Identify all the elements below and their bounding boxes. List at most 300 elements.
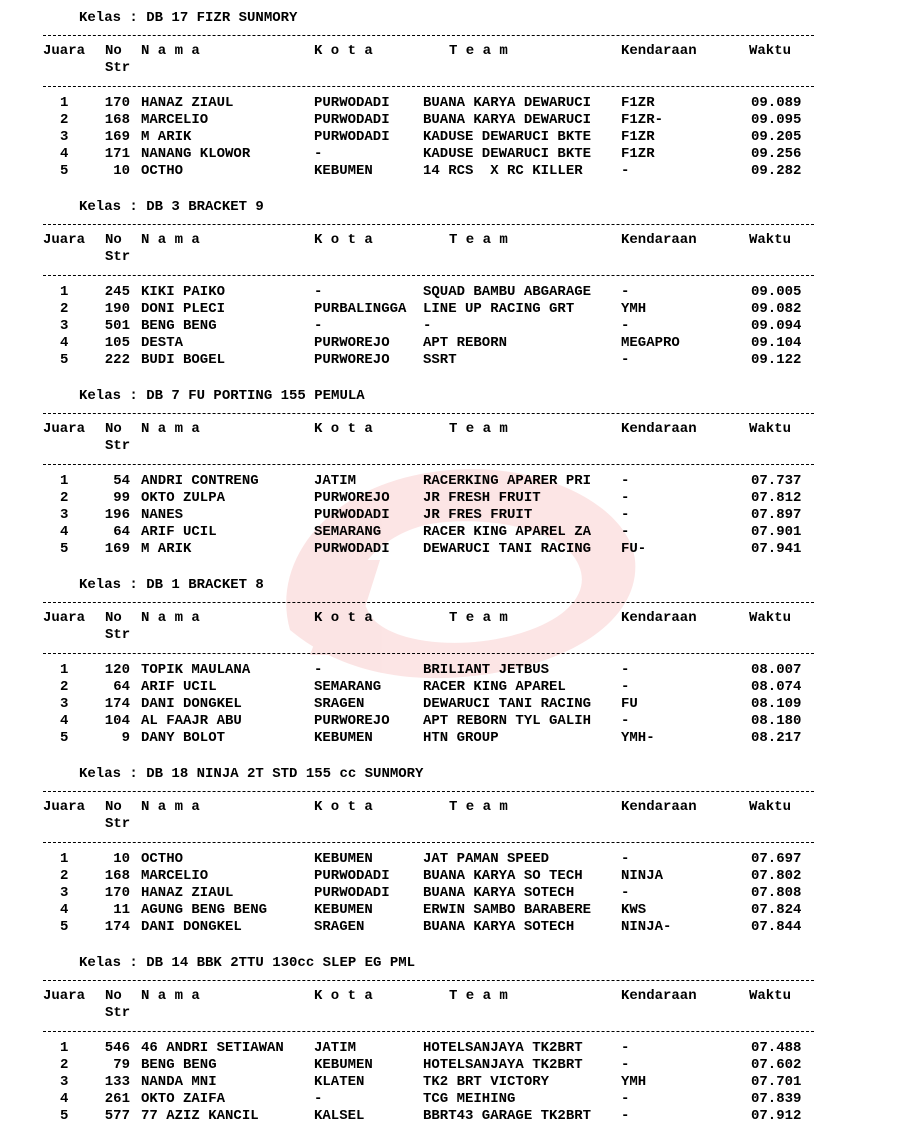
cell-nama: BENG BENG [141, 318, 217, 334]
cell-waktu: 07.737 [751, 473, 802, 489]
cell-kota: - [314, 1091, 323, 1107]
cell-waktu: 07.941 [751, 541, 802, 557]
cell-no: 120 [104, 662, 130, 678]
cell-kota: SEMARANG [314, 524, 382, 540]
cell-juara: 4 [60, 1091, 69, 1107]
cell-kendaraan: F1ZR [621, 129, 655, 145]
cell-kendaraan: YMH [621, 1074, 647, 1090]
cell-kota: PURWOREJO [314, 713, 390, 729]
cell-juara: 1 [60, 1040, 69, 1056]
cell-team: HTN GROUP [423, 730, 499, 746]
header-kota: K o t a [314, 799, 373, 815]
cell-waktu: 09.205 [751, 129, 802, 145]
header-kota: K o t a [314, 988, 373, 1004]
cell-kota: - [314, 662, 323, 678]
cell-no: 168 [104, 112, 130, 128]
dashed-divider [43, 791, 814, 792]
cell-waktu: 07.839 [751, 1091, 802, 1107]
cell-kendaraan: FU- [621, 541, 647, 557]
table-row [0, 129, 900, 146]
cell-kota: KEBUMEN [314, 163, 373, 179]
cell-nama: MARCELIO [141, 112, 209, 128]
table-row [0, 301, 900, 318]
cell-team: RACERKING APARER PRI [423, 473, 592, 489]
header-no: No [105, 610, 122, 626]
cell-nama: TOPIK MAULANA [141, 662, 251, 678]
header-juara: Juara [43, 610, 86, 626]
cell-waktu: 07.824 [751, 902, 802, 918]
class-title: Kelas : DB 1 BRACKET 8 [79, 577, 264, 593]
cell-waktu: 09.104 [751, 335, 802, 351]
cell-waktu: 08.180 [751, 713, 802, 729]
cell-nama: NANDA MNI [141, 1074, 217, 1090]
cell-team: BUANA KARYA SO TECH [423, 868, 583, 884]
cell-kota: SEMARANG [314, 679, 382, 695]
cell-juara: 3 [60, 318, 69, 334]
table-row [0, 112, 900, 129]
table-row [0, 919, 900, 936]
table-row [0, 352, 900, 369]
cell-nama: DANI DONGKEL [141, 696, 242, 712]
header-team: T e a m [449, 421, 508, 437]
cell-kendaraan: YMH- [621, 730, 655, 746]
table-row [0, 284, 900, 301]
cell-team: KADUSE DEWARUCI BKTE [423, 129, 592, 145]
cell-juara: 4 [60, 335, 69, 351]
cell-no: 10 [113, 163, 130, 179]
class-section [0, 945, 900, 1134]
cell-nama: ARIF UCIL [141, 524, 217, 540]
dashed-divider [43, 1031, 814, 1032]
class-section [0, 567, 900, 756]
cell-juara: 5 [60, 730, 69, 746]
cell-nama: KIKI PAIKO [141, 284, 226, 300]
table-row [0, 507, 900, 524]
table-row [0, 490, 900, 507]
cell-kendaraan: F1ZR- [621, 112, 664, 128]
cell-team: RACER KING APAREL [423, 679, 566, 695]
cell-team: BUANA KARYA DEWARUCI [423, 95, 592, 111]
cell-kendaraan: NINJA- [621, 919, 672, 935]
cell-nama: OKTO ZAIFA [141, 1091, 226, 1107]
cell-no: 105 [104, 335, 130, 351]
cell-no: 196 [104, 507, 130, 523]
header-kendaraan: Kendaraan [621, 799, 697, 815]
dashed-divider [43, 224, 814, 225]
cell-nama: BENG BENG [141, 1057, 217, 1073]
header-kota: K o t a [314, 421, 373, 437]
cell-nama: DANI DONGKEL [141, 919, 242, 935]
header-str: Str [105, 816, 131, 832]
cell-waktu: 09.282 [751, 163, 802, 179]
class-title: Kelas : DB 18 NINJA 2T STD 155 cc SUNMORY [79, 766, 424, 782]
table-row [0, 95, 900, 112]
header-waktu: Waktu [749, 43, 792, 59]
cell-juara: 5 [60, 1108, 69, 1124]
header-waktu: Waktu [749, 799, 792, 815]
cell-kendaraan: F1ZR [621, 146, 655, 162]
table-row [0, 524, 900, 541]
cell-no: 169 [104, 129, 130, 145]
cell-nama: HANAZ ZIAUL [141, 95, 234, 111]
header-kendaraan: Kendaraan [621, 421, 697, 437]
header-kendaraan: Kendaraan [621, 988, 697, 1004]
cell-juara: 2 [60, 679, 69, 695]
dashed-divider [43, 413, 814, 414]
header-no: No [105, 232, 122, 248]
header-no: No [105, 43, 122, 59]
cell-team: BUANA KARYA DEWARUCI [423, 112, 592, 128]
cell-team: APT REBORN TYL GALIH [423, 713, 592, 729]
cell-no: 11 [113, 902, 130, 918]
header-nama: N a m a [141, 610, 200, 626]
table-row [0, 713, 900, 730]
cell-juara: 5 [60, 163, 69, 179]
cell-no: 64 [113, 679, 130, 695]
header-str: Str [105, 627, 131, 643]
cell-nama: ARIF UCIL [141, 679, 217, 695]
cell-kota: KEBUMEN [314, 851, 373, 867]
cell-kendaraan: - [621, 318, 630, 334]
header-team: T e a m [449, 232, 508, 248]
cell-team: RACER KING APAREL ZA [423, 524, 592, 540]
cell-juara: 3 [60, 885, 69, 901]
cell-waktu: 07.488 [751, 1040, 802, 1056]
cell-kendaraan: - [621, 490, 630, 506]
class-title: Kelas : DB 14 BBK 2TTU 130cc SLEP EG PML [79, 955, 416, 971]
cell-juara: 1 [60, 284, 69, 300]
cell-kendaraan: FU [621, 696, 638, 712]
cell-nama: M ARIK [141, 129, 192, 145]
class-section [0, 378, 900, 567]
cell-no: 54 [113, 473, 130, 489]
cell-juara: 1 [60, 473, 69, 489]
cell-team: BUANA KARYA SOTECH [423, 919, 575, 935]
cell-kendaraan: - [621, 352, 630, 368]
cell-team: JR FRES FRUIT [423, 507, 533, 523]
table-row [0, 679, 900, 696]
cell-kota: JATIM [314, 473, 357, 489]
cell-kendaraan: - [621, 885, 630, 901]
cell-juara: 2 [60, 112, 69, 128]
cell-waktu: 09.089 [751, 95, 802, 111]
cell-no: 170 [104, 95, 130, 111]
cell-team: DEWARUCI TANI RACING [423, 541, 592, 557]
cell-kota: - [314, 318, 323, 334]
cell-kendaraan: MEGAPRO [621, 335, 680, 351]
cell-juara: 4 [60, 146, 69, 162]
cell-kota: PURWODADI [314, 95, 390, 111]
cell-team: BRILIANT JETBUS [423, 662, 550, 678]
cell-juara: 4 [60, 902, 69, 918]
cell-juara: 1 [60, 95, 69, 111]
table-row [0, 1040, 900, 1057]
cell-waktu: 09.005 [751, 284, 802, 300]
cell-waktu: 07.802 [751, 868, 802, 884]
table-row [0, 318, 900, 335]
class-section [0, 189, 900, 378]
cell-no: 10 [113, 851, 130, 867]
cell-team: BUANA KARYA SOTECH [423, 885, 575, 901]
dashed-divider [43, 980, 814, 981]
cell-waktu: 08.109 [751, 696, 802, 712]
cell-no: 577 [104, 1108, 130, 1124]
cell-team: LINE UP RACING GRT [423, 301, 575, 317]
cell-no: 174 [104, 696, 130, 712]
cell-juara: 4 [60, 713, 69, 729]
cell-team: JR FRESH FRUIT [423, 490, 541, 506]
cell-juara: 2 [60, 1057, 69, 1073]
table-row [0, 146, 900, 163]
cell-waktu: 09.082 [751, 301, 802, 317]
cell-kendaraan: - [621, 851, 630, 867]
cell-juara: 3 [60, 507, 69, 523]
header-no: No [105, 799, 122, 815]
table-row [0, 335, 900, 352]
cell-juara: 5 [60, 919, 69, 935]
cell-team: - [423, 318, 432, 334]
cell-kendaraan: - [621, 713, 630, 729]
cell-kendaraan: F1ZR [621, 95, 655, 111]
header-nama: N a m a [141, 232, 200, 248]
cell-nama: HANAZ ZIAUL [141, 885, 234, 901]
header-kendaraan: Kendaraan [621, 232, 697, 248]
table-row [0, 696, 900, 713]
cell-team: TK2 BRT VICTORY [423, 1074, 550, 1090]
cell-kota: KEBUMEN [314, 730, 373, 746]
cell-waktu: 07.897 [751, 507, 802, 523]
cell-kota: KEBUMEN [314, 1057, 373, 1073]
dashed-divider [43, 842, 814, 843]
cell-waktu: 07.697 [751, 851, 802, 867]
cell-team: HOTELSANJAYA TK2BRT [423, 1057, 583, 1073]
cell-juara: 5 [60, 541, 69, 557]
cell-nama: NANANG KLOWOR [141, 146, 251, 162]
cell-waktu: 08.217 [751, 730, 802, 746]
cell-waktu: 09.095 [751, 112, 802, 128]
header-juara: Juara [43, 799, 86, 815]
cell-kota: SRAGEN [314, 919, 365, 935]
table-row [0, 1091, 900, 1108]
cell-team: TCG MEIHING [423, 1091, 516, 1107]
header-team: T e a m [449, 988, 508, 1004]
cell-kota: PURWODADI [314, 112, 390, 128]
cell-kota: PURWODADI [314, 885, 390, 901]
class-title: Kelas : DB 17 FIZR SUNMORY [79, 10, 298, 26]
header-juara: Juara [43, 232, 86, 248]
header-kota: K o t a [314, 43, 373, 59]
cell-no: 174 [104, 919, 130, 935]
cell-kota: PURWODADI [314, 507, 390, 523]
cell-no: 501 [104, 318, 130, 334]
cell-kendaraan: - [621, 284, 630, 300]
header-str: Str [105, 249, 131, 265]
cell-no: 99 [113, 490, 130, 506]
cell-waktu: 09.094 [751, 318, 802, 334]
cell-kota: PURBALINGGA [314, 301, 407, 317]
header-no: No [105, 988, 122, 1004]
table-row [0, 1108, 900, 1125]
header-team: T e a m [449, 43, 508, 59]
cell-team: BBRT43 GARAGE TK2BRT [423, 1108, 592, 1124]
cell-juara: 3 [60, 696, 69, 712]
cell-juara: 3 [60, 129, 69, 145]
cell-team: KADUSE DEWARUCI BKTE [423, 146, 592, 162]
cell-juara: 4 [60, 524, 69, 540]
cell-kendaraan: - [621, 473, 630, 489]
cell-no: 169 [104, 541, 130, 557]
header-no: No [105, 421, 122, 437]
cell-nama: AL FAAJR ABU [141, 713, 242, 729]
cell-kendaraan: - [621, 1040, 630, 1056]
cell-no: 64 [113, 524, 130, 540]
cell-juara: 3 [60, 1074, 69, 1090]
cell-juara: 2 [60, 301, 69, 317]
header-nama: N a m a [141, 988, 200, 1004]
cell-juara: 1 [60, 662, 69, 678]
cell-waktu: 07.701 [751, 1074, 802, 1090]
cell-team: SQUAD BAMBU ABGARAGE [423, 284, 592, 300]
cell-nama: NANES [141, 507, 184, 523]
table-row [0, 163, 900, 180]
cell-kendaraan: - [621, 662, 630, 678]
cell-kota: SRAGEN [314, 696, 365, 712]
table-row [0, 851, 900, 868]
class-section [0, 756, 900, 945]
cell-nama: BUDI BOGEL [141, 352, 226, 368]
cell-team: 14 RCS X RC KILLER [423, 163, 583, 179]
cell-kota: - [314, 146, 323, 162]
cell-no: 133 [104, 1074, 130, 1090]
dashed-divider [43, 275, 814, 276]
cell-team: SSRT [423, 352, 457, 368]
table-row [0, 868, 900, 885]
class-title: Kelas : DB 3 BRACKET 9 [79, 199, 264, 215]
cell-kota: KLATEN [314, 1074, 365, 1090]
table-row [0, 541, 900, 558]
header-str: Str [105, 60, 131, 76]
cell-nama: AGUNG BENG BENG [141, 902, 268, 918]
cell-nama: 77 AZIZ KANCIL [141, 1108, 259, 1124]
cell-waktu: 08.007 [751, 662, 802, 678]
cell-kota: PURWODADI [314, 129, 390, 145]
cell-team: DEWARUCI TANI RACING [423, 696, 592, 712]
cell-nama: DANY BOLOT [141, 730, 226, 746]
header-kendaraan: Kendaraan [621, 610, 697, 626]
cell-no: 546 [104, 1040, 130, 1056]
cell-no: 222 [104, 352, 130, 368]
cell-kota: KEBUMEN [314, 902, 373, 918]
cell-kendaraan: KWS [621, 902, 647, 918]
table-row [0, 1074, 900, 1091]
header-juara: Juara [43, 421, 86, 437]
cell-kota: PURWOREJO [314, 490, 390, 506]
cell-team: APT REBORN [423, 335, 508, 351]
cell-nama: M ARIK [141, 541, 192, 557]
cell-nama: DONI PLECI [141, 301, 226, 317]
dashed-divider [43, 35, 814, 36]
table-row [0, 885, 900, 902]
cell-juara: 1 [60, 851, 69, 867]
cell-kendaraan: - [621, 1108, 630, 1124]
cell-waktu: 07.808 [751, 885, 802, 901]
cell-kota: JATIM [314, 1040, 357, 1056]
cell-kendaraan: - [621, 524, 630, 540]
header-kota: K o t a [314, 232, 373, 248]
header-team: T e a m [449, 799, 508, 815]
cell-no: 245 [104, 284, 130, 300]
header-nama: N a m a [141, 43, 200, 59]
cell-waktu: 07.912 [751, 1108, 802, 1124]
cell-no: 261 [104, 1091, 130, 1107]
cell-kendaraan: - [621, 679, 630, 695]
cell-kendaraan: - [621, 1091, 630, 1107]
cell-waktu: 09.256 [751, 146, 802, 162]
cell-team: ERWIN SAMBO BARABERE [423, 902, 592, 918]
header-team: T e a m [449, 610, 508, 626]
cell-waktu: 07.844 [751, 919, 802, 935]
cell-juara: 5 [60, 352, 69, 368]
cell-no: 79 [113, 1057, 130, 1073]
cell-juara: 2 [60, 490, 69, 506]
header-kendaraan: Kendaraan [621, 43, 697, 59]
cell-waktu: 07.602 [751, 1057, 802, 1073]
header-waktu: Waktu [749, 421, 792, 437]
cell-kota: KALSEL [314, 1108, 365, 1124]
cell-nama: MARCELIO [141, 868, 209, 884]
cell-nama: OCTHO [141, 851, 184, 867]
cell-waktu: 07.901 [751, 524, 802, 540]
cell-team: HOTELSANJAYA TK2BRT [423, 1040, 583, 1056]
cell-no: 168 [104, 868, 130, 884]
header-nama: N a m a [141, 799, 200, 815]
cell-nama: ANDRI CONTRENG [141, 473, 259, 489]
cell-kendaraan: - [621, 163, 630, 179]
dashed-divider [43, 86, 814, 87]
cell-kendaraan: NINJA [621, 868, 664, 884]
header-waktu: Waktu [749, 232, 792, 248]
header-waktu: Waktu [749, 610, 792, 626]
cell-kendaraan: - [621, 507, 630, 523]
cell-kendaraan: YMH [621, 301, 647, 317]
cell-nama: OKTO ZULPA [141, 490, 226, 506]
header-str: Str [105, 1005, 131, 1021]
dashed-divider [43, 602, 814, 603]
cell-no: 9 [121, 730, 130, 746]
class-section [0, 0, 900, 189]
cell-waktu: 08.074 [751, 679, 802, 695]
cell-kota: PURWODADI [314, 868, 390, 884]
table-row [0, 473, 900, 490]
cell-waktu: 07.812 [751, 490, 802, 506]
dashed-divider [43, 653, 814, 654]
header-waktu: Waktu [749, 988, 792, 1004]
cell-nama: 46 ANDRI SETIAWAN [141, 1040, 284, 1056]
cell-nama: DESTA [141, 335, 184, 351]
cell-waktu: 09.122 [751, 352, 802, 368]
cell-no: 190 [104, 301, 130, 317]
header-str: Str [105, 438, 131, 454]
cell-nama: OCTHO [141, 163, 184, 179]
cell-kota: - [314, 284, 323, 300]
header-nama: N a m a [141, 421, 200, 437]
table-row [0, 662, 900, 679]
header-juara: Juara [43, 988, 86, 1004]
cell-kendaraan: - [621, 1057, 630, 1073]
table-row [0, 730, 900, 747]
cell-no: 170 [104, 885, 130, 901]
header-juara: Juara [43, 43, 86, 59]
